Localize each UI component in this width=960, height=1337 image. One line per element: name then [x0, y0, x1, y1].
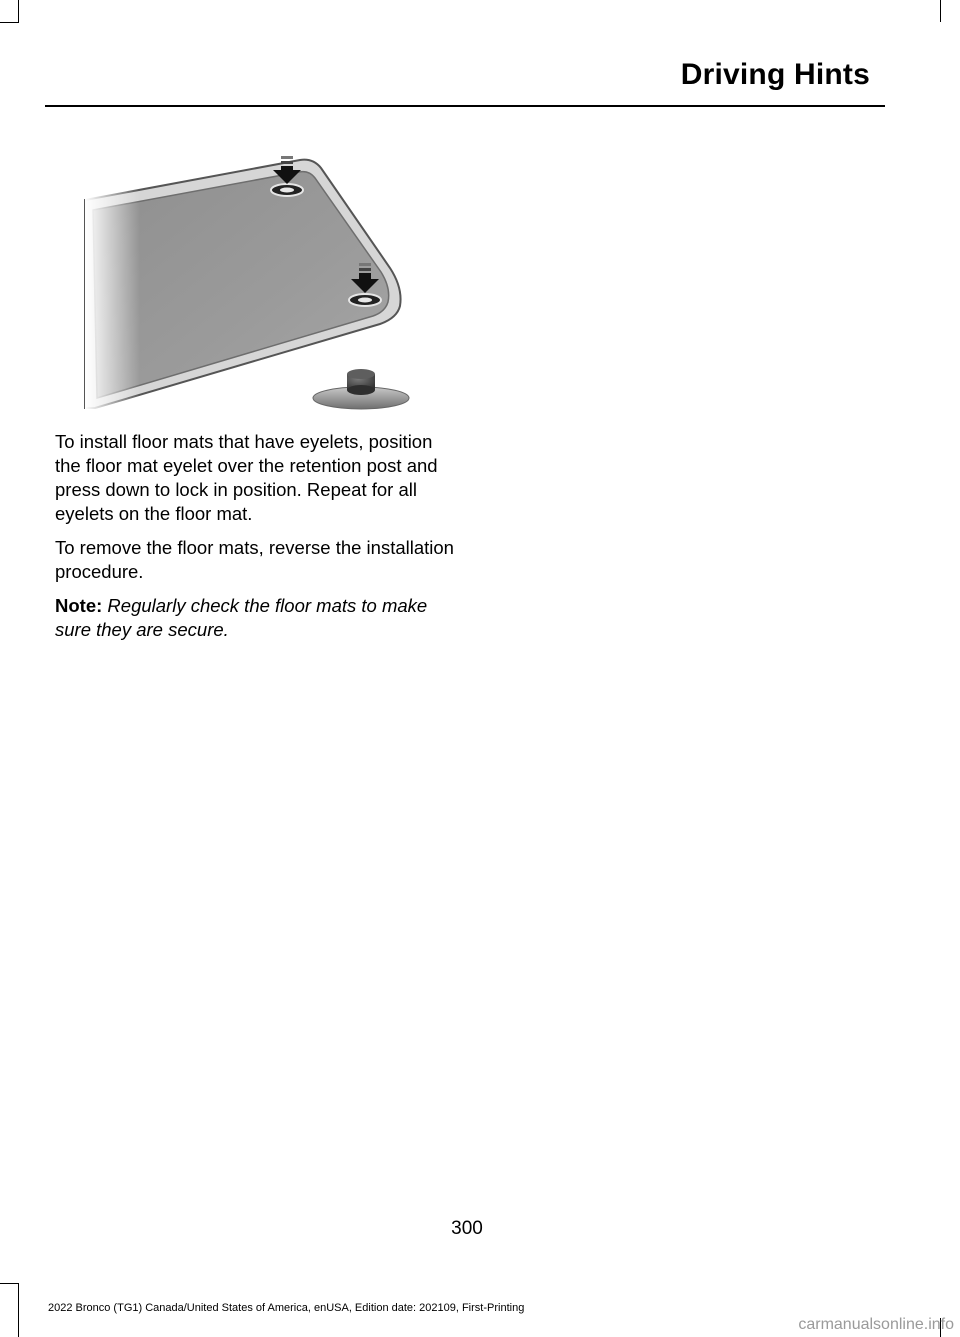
- note-text: Regularly check the floor mats to make sure they are secure.: [55, 595, 428, 640]
- install-paragraph: To install floor mats that have eyelets, position the floor mat eyelet over the retention post and press down to lock in position. Repeat for all eyelets on the floor mat.: [55, 431, 438, 524]
- crop-mark: [0, 1283, 19, 1284]
- page-number: 300: [451, 1218, 483, 1239]
- floor-mat-illustration: [55, 148, 445, 410]
- note-paragraph: [55, 594, 455, 642]
- crop-mark: [0, 22, 19, 23]
- page-title: Driving Hints: [680, 58, 870, 91]
- watermark: carmanualsonline.info: [798, 1316, 954, 1333]
- note-label: Note:: [55, 595, 103, 616]
- crop-mark: [18, 1283, 19, 1337]
- edition-footer: 2022 Bronco (TG1) Canada/United States of America, enUSA, Edition date: 202109, First-Printing: [48, 1302, 525, 1314]
- crop-mark: [940, 0, 941, 22]
- remove-paragraph: To remove the floor mats, reverse the installation procedure.: [55, 537, 454, 582]
- header-rule: [45, 105, 885, 107]
- crop-mark: [18, 0, 19, 22]
- body-text: [55, 430, 455, 652]
